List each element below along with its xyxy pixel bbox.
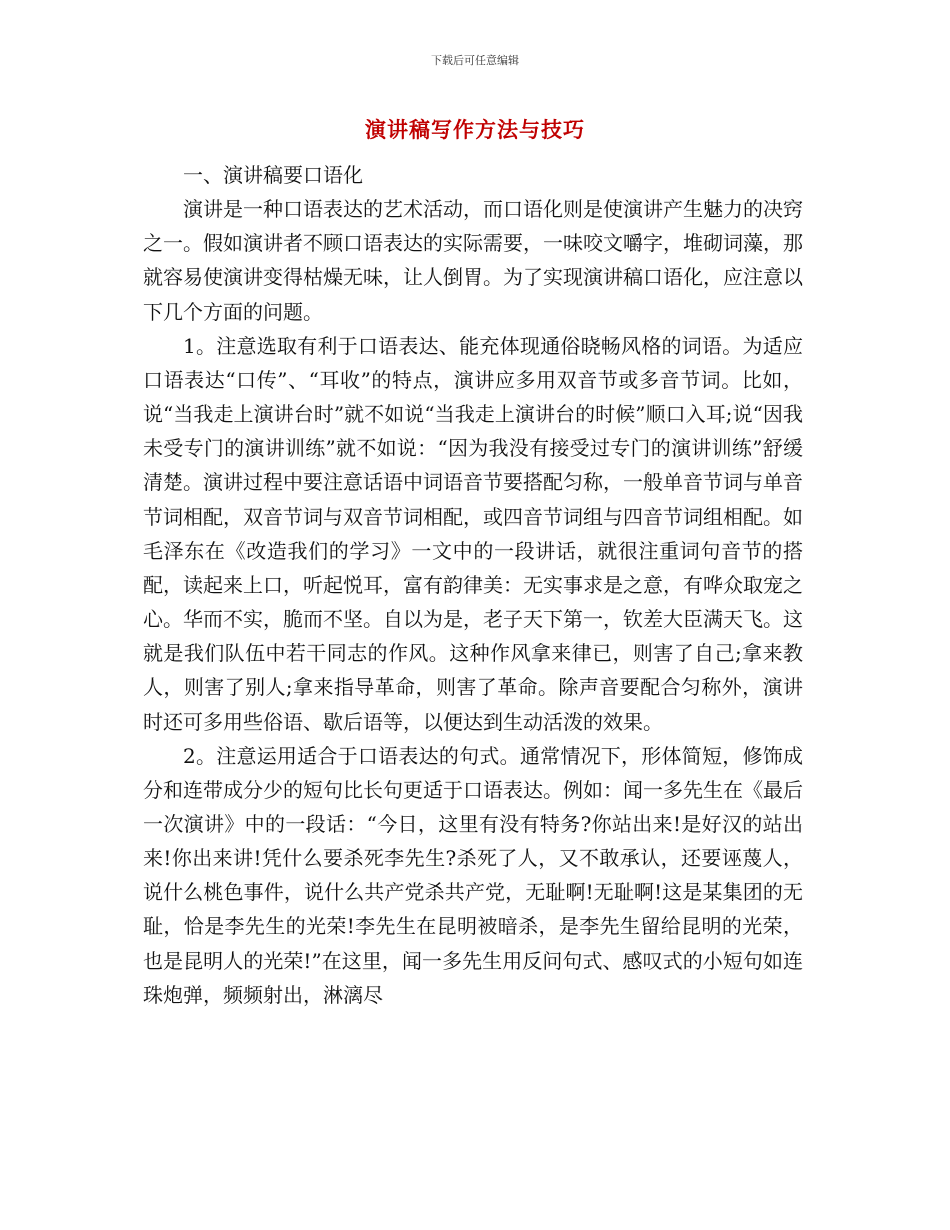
paragraph-point-2: 2。注意运用适合于口语表达的句式。通常情况下，形体简短，修饰成分和连带成分少的短句比长句更适于口语表达。例如：闻一多先生在《最后一次演讲》中的一段话：“今日，这里有没有特务?你站出来!是好汉的站出来!你出来讲!凭什么要杀死李先生?杀死了人，又不敢承认，还要诬蔑人，说什么桃色事件，说什么共产党杀共产党，无耻啊!无耻啊!这是某集团的无耻，恰是李先生的光荣!李先生在昆明被暗杀，是李先生留给昆明的光荣，也是昆明人的光荣!”在这里，闻一多先生用反问句式、感叹式的小短句如连珠炮弹，频频射出，淋漓尽: [143, 743, 803, 1007]
document-body: [143, 158, 803, 1012]
paragraph-intro: 演讲是一种口语表达的艺术活动，而口语化则是使演讲产生魅力的决窍之一。假如演讲者不顾口语表达的实际需要，一味咬文嚼字，堆砌词藻，那就容易使演讲变得枯燥无味，让人倒胃。为了实现演讲稿口语化，应注意以下几个方面的问题。: [143, 197, 803, 324]
header-note: 下载后可任意编辑: [431, 54, 519, 67]
document-title: 演讲稿写作方法与技巧: [365, 117, 585, 142]
paragraph-point-1: 1。注意选取有利于口语表达、能充体现通俗晓畅风格的词语。为适应口语表达“口传”、“耳收”的特点，演讲应多用双音节或多音节词。比如，说“当我走上演讲台时”就不如说“当我走上演讲台的时候”顺口入耳;说“因我未受专门的演讲训练”就不如说：“因为我没有接受过专门的演讲训练”舒缓清楚。演讲过程中要注意话语中词语音节要搭配匀称，一般单音节词与单音节词相配，双音节词与双音节词相配，或四音节词组与四音节词组相配。如毛泽东在《改造我们的学习》一文中的一段讲话，就很注重词句音节的搭配，读起来上口，听起悦耳，富有韵律美：无实事求是之意，有哗众取宠之心。华而不实，脆而不坚。自以为是，老子天下第一，钦差大臣满天飞。这就是我们队伍中若干同志的作风。这种作风拿来律已，则害了自己;拿来教人，则害了别人;拿来指导革命，则害了革命。除声音要配合匀称外，演讲时还可多用些俗语、歇后语等，以便达到生动活泼的效果。: [143, 333, 803, 734]
section-heading: 一、演讲稿要口语化: [183, 163, 363, 187]
